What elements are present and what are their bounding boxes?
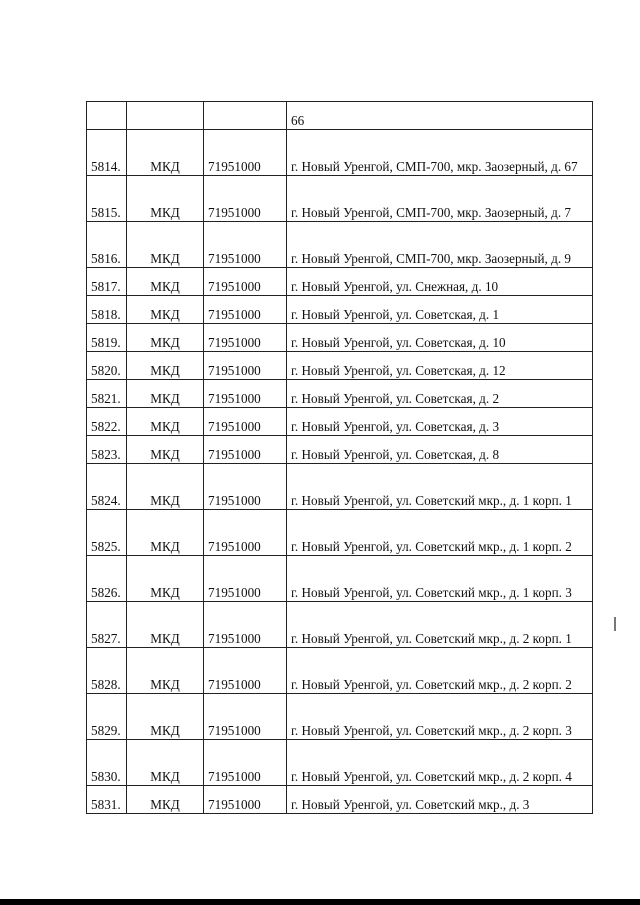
object-type: МКД xyxy=(127,510,204,556)
row-number: 5819. xyxy=(87,324,127,352)
address: г. Новый Уренгой, ул. Советская, д. 2 xyxy=(287,380,593,408)
row-number: 5815. xyxy=(87,176,127,222)
oktmo-code: 71951000 xyxy=(204,380,287,408)
row-number: 5831. xyxy=(87,786,127,814)
object-type: МКД xyxy=(127,602,204,648)
row-number: 5814. xyxy=(87,130,127,176)
oktmo-code: 71951000 xyxy=(204,352,287,380)
address: г. Новый Уренгой, ул. Снежная, д. 10 xyxy=(287,268,593,296)
scan-edge-mark xyxy=(614,617,616,631)
oktmo-code: 71951000 xyxy=(204,408,287,436)
address: г. Новый Уренгой, ул. Советский мкр., д. 1 корп. 1 xyxy=(287,464,593,510)
oktmo-code: 71951000 xyxy=(204,464,287,510)
object-type: МКД xyxy=(127,648,204,694)
object-type: МКД xyxy=(127,176,204,222)
row-number: 5828. xyxy=(87,648,127,694)
address: г. Новый Уренгой, ул. Советский мкр., д. 2 корп. 3 xyxy=(287,694,593,740)
code-cell xyxy=(204,102,287,130)
table-row xyxy=(87,694,593,740)
address: г. Новый Уренгой, ул. Советская, д. 3 xyxy=(287,408,593,436)
address: г. Новый Уренгой, СМП-700, мкр. Заозерный, д. 9 xyxy=(287,222,593,268)
address: г. Новый Уренгой, СМП-700, мкр. Заозерный, д. 7 xyxy=(287,176,593,222)
table-row xyxy=(87,268,593,296)
object-type: МКД xyxy=(127,464,204,510)
oktmo-code: 71951000 xyxy=(204,648,287,694)
address-registry-table xyxy=(86,101,593,814)
address: г. Новый Уренгой, ул. Советская, д. 12 xyxy=(287,352,593,380)
address: г. Новый Уренгой, СМП-700, мкр. Заозерный, д. 67 xyxy=(287,130,593,176)
table-row xyxy=(87,222,593,268)
type-cell xyxy=(127,102,204,130)
row-number: 5823. xyxy=(87,436,127,464)
object-type: МКД xyxy=(127,130,204,176)
object-type: МКД xyxy=(127,296,204,324)
address: г. Новый Уренгой, ул. Советский мкр., д. 3 xyxy=(287,786,593,814)
object-type: МКД xyxy=(127,352,204,380)
scan-bottom-border xyxy=(0,899,640,905)
object-type: МКД xyxy=(127,786,204,814)
continuation-row xyxy=(87,102,593,130)
oktmo-code: 71951000 xyxy=(204,296,287,324)
address-cell: 66 xyxy=(287,102,593,130)
oktmo-code: 71951000 xyxy=(204,130,287,176)
table-row xyxy=(87,408,593,436)
row-number: 5820. xyxy=(87,352,127,380)
table-row xyxy=(87,648,593,694)
address: г. Новый Уренгой, ул. Советский мкр., д. 2 корп. 2 xyxy=(287,648,593,694)
oktmo-code: 71951000 xyxy=(204,786,287,814)
table-row xyxy=(87,602,593,648)
table-row xyxy=(87,324,593,352)
row-number: 5824. xyxy=(87,464,127,510)
table-row xyxy=(87,130,593,176)
address: г. Новый Уренгой, ул. Советская, д. 1 xyxy=(287,296,593,324)
object-type: МКД xyxy=(127,740,204,786)
table-row xyxy=(87,352,593,380)
object-type: МКД xyxy=(127,556,204,602)
address: г. Новый Уренгой, ул. Советский мкр., д. 1 корп. 3 xyxy=(287,556,593,602)
address: г. Новый Уренгой, ул. Советский мкр., д. 2 корп. 1 xyxy=(287,602,593,648)
table-row xyxy=(87,556,593,602)
row-number: 5825. xyxy=(87,510,127,556)
address: г. Новый Уренгой, ул. Советский мкр., д. 2 корп. 4 xyxy=(287,740,593,786)
object-type: МКД xyxy=(127,268,204,296)
oktmo-code: 71951000 xyxy=(204,556,287,602)
oktmo-code: 71951000 xyxy=(204,268,287,296)
address: г. Новый Уренгой, ул. Советская, д. 8 xyxy=(287,436,593,464)
oktmo-code: 71951000 xyxy=(204,510,287,556)
table-row xyxy=(87,510,593,556)
object-type: МКД xyxy=(127,222,204,268)
oktmo-code: 71951000 xyxy=(204,602,287,648)
oktmo-code: 71951000 xyxy=(204,222,287,268)
object-type: МКД xyxy=(127,694,204,740)
row-number: 5827. xyxy=(87,602,127,648)
oktmo-code: 71951000 xyxy=(204,694,287,740)
row-number: 5818. xyxy=(87,296,127,324)
address: г. Новый Уренгой, ул. Советская, д. 10 xyxy=(287,324,593,352)
row-number: 5821. xyxy=(87,380,127,408)
object-type: МКД xyxy=(127,380,204,408)
number-cell xyxy=(87,102,127,130)
row-number: 5817. xyxy=(87,268,127,296)
table-row xyxy=(87,380,593,408)
object-type: МКД xyxy=(127,436,204,464)
table-row xyxy=(87,176,593,222)
row-number: 5826. xyxy=(87,556,127,602)
row-number: 5816. xyxy=(87,222,127,268)
oktmo-code: 71951000 xyxy=(204,324,287,352)
row-number: 5830. xyxy=(87,740,127,786)
address: г. Новый Уренгой, ул. Советский мкр., д. 1 корп. 2 xyxy=(287,510,593,556)
table-row xyxy=(87,740,593,786)
table-row xyxy=(87,786,593,814)
oktmo-code: 71951000 xyxy=(204,436,287,464)
table-row xyxy=(87,436,593,464)
oktmo-code: 71951000 xyxy=(204,176,287,222)
object-type: МКД xyxy=(127,324,204,352)
row-number: 5829. xyxy=(87,694,127,740)
table-row xyxy=(87,464,593,510)
table-row xyxy=(87,296,593,324)
oktmo-code: 71951000 xyxy=(204,740,287,786)
row-number: 5822. xyxy=(87,408,127,436)
object-type: МКД xyxy=(127,408,204,436)
